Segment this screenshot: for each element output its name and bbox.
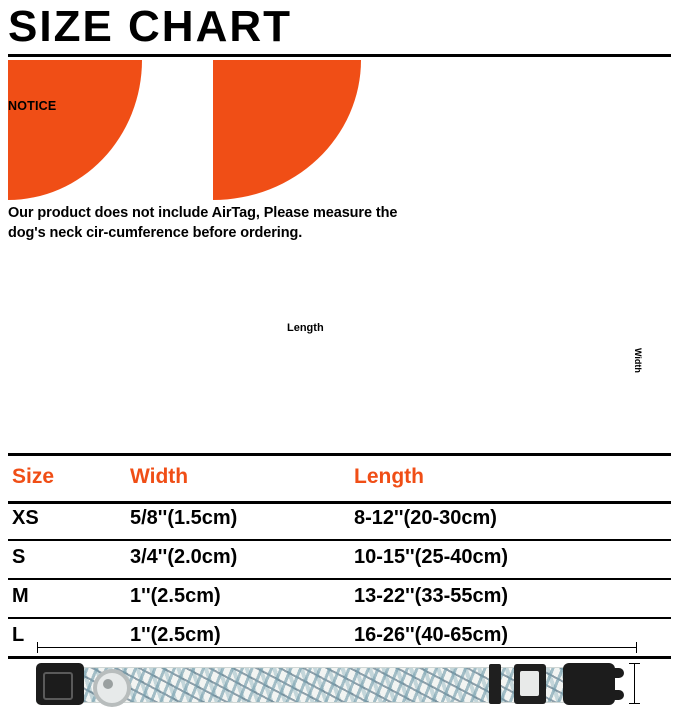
table-row — [8, 577, 671, 616]
cell-length: 8-12''(20-30cm) — [354, 507, 497, 529]
notice-text: Our product does not include AirTag, Please measure the dog's neck cir-cumference before ordering. — [8, 205, 398, 241]
table-row — [8, 499, 671, 538]
length-label: Length — [287, 322, 324, 334]
page-title: SIZE CHART — [8, 2, 292, 51]
buckle-right-icon — [563, 663, 615, 705]
cell-size: L — [12, 624, 25, 646]
width-label: Width — [633, 348, 643, 373]
cell-width: 1''(2.5cm) — [130, 624, 221, 646]
strap-keeper-icon — [489, 664, 501, 704]
notice-badge: NOTICE — [8, 99, 57, 113]
product-diagram — [0, 315, 679, 430]
column-header-size: Size — [12, 465, 55, 488]
cell-width: 1''(2.5cm) — [130, 585, 221, 607]
d-ring-icon — [93, 669, 131, 707]
table-row — [8, 538, 671, 577]
cell-size: S — [12, 546, 26, 568]
buckle-left-icon — [36, 663, 84, 705]
column-header-width: Width — [130, 465, 189, 488]
decorative-quarter-circle-right — [213, 60, 361, 200]
table-row — [8, 616, 671, 655]
decorative-quarter-circle-left — [8, 60, 142, 200]
column-header-length: Length — [354, 465, 424, 488]
width-tick-bottom — [629, 703, 640, 704]
cell-length: 16-26''(40-65cm) — [354, 624, 509, 646]
width-tick-top — [629, 663, 640, 664]
cell-width: 5/8''(1.5cm) — [130, 507, 238, 529]
size-table — [8, 455, 671, 655]
cell-length: 13-22''(33-55cm) — [354, 585, 509, 607]
cell-size: XS — [12, 507, 39, 529]
table-header-row — [8, 455, 671, 499]
title-divider — [8, 54, 671, 57]
cell-size: M — [12, 585, 29, 607]
cell-length: 10-15''(25-40cm) — [354, 546, 509, 568]
width-measure-line — [634, 663, 635, 703]
cell-width: 3/4''(2.0cm) — [130, 546, 238, 568]
slide-adjuster-icon — [514, 664, 546, 704]
table-bottom-border — [8, 656, 671, 659]
